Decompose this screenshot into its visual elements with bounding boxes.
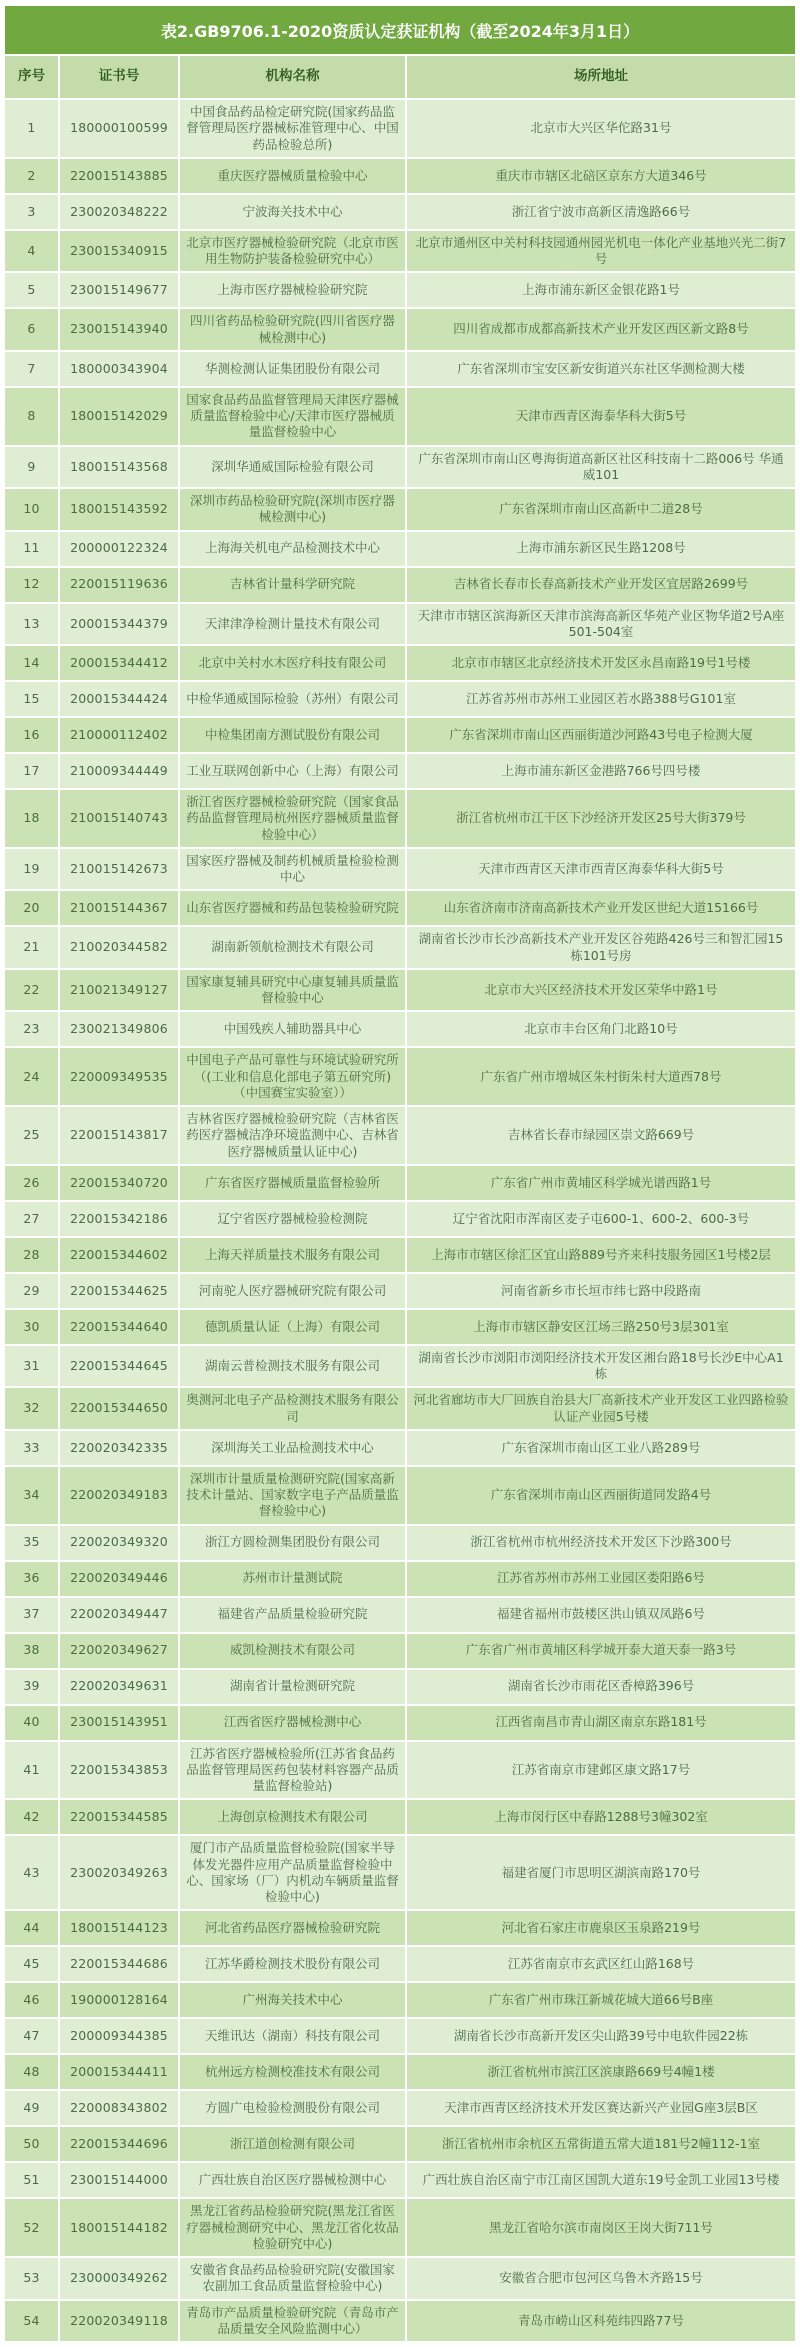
column-header-name: 机构名称 [180,56,405,98]
address-cell: 广东省深圳市南山区西丽街道同发路4号 [407,1467,795,1524]
row-index-cell: 19 [5,849,58,890]
certificate-number-cell: 220015344585 [60,1800,178,1834]
row-index-cell: 5 [5,273,58,307]
institution-name-cell: 北京市医疗器械检验研究院（北京市医用生物防护装备检验研究中心） [180,231,405,272]
certificate-number-cell: 220015343853 [60,1742,178,1799]
address-cell: 浙江省宁波市高新区清逸路66号 [407,195,795,229]
address-cell: 浙江省杭州市江干区下沙经济开发区25号大街379号 [407,790,795,847]
institution-name-cell: 宁波海关技术中心 [180,195,405,229]
table-body [5,100,795,2341]
table-row [5,2258,795,2299]
row-index-cell: 11 [5,532,58,566]
institution-name-cell: 浙江道创检测有限公司 [180,2127,405,2161]
certificate-number-cell: 220015119636 [60,568,178,602]
table-row [5,532,795,566]
address-cell: 北京市大兴区华佗路31号 [407,100,795,157]
row-index-cell: 25 [5,1107,58,1164]
address-cell: 广东省深圳市宝安区新安街道兴东社区华测检测大楼 [407,352,795,386]
institution-name-cell: 广西壮族自治区医疗器械检测中心 [180,2163,405,2197]
address-cell: 江苏省南京市建邺区康文路17号 [407,1742,795,1799]
institution-name-cell: 重庆医疗器械质量检验中心 [180,159,405,193]
row-index-cell: 50 [5,2127,58,2161]
institution-name-cell: 中检集团南方测试股份有限公司 [180,718,405,752]
table-row [5,195,795,229]
table-row [5,1431,795,1465]
institution-name-cell: 上海创京检测技术有限公司 [180,1800,405,1834]
row-index-cell: 54 [5,2301,58,2342]
address-cell: 湖南省长沙市长沙高新技术产业开发区谷苑路426号三和智汇园15栋101号房 [407,927,795,968]
institution-name-cell: 华测检测认证集团股份有限公司 [180,352,405,386]
table-row [5,646,795,680]
column-header-cert: 证书号 [60,56,178,98]
row-index-cell: 3 [5,195,58,229]
institution-name-cell: 吉林省医疗器械检验研究院（吉林省医药医疗器械洁净环境监测中心、吉林省医疗器械质量认证中心) [180,1107,405,1164]
table-row [5,1310,795,1344]
address-cell: 广西壮族自治区南宁市江南区国凯大道东19号金凯工业园13号楼 [407,2163,795,2197]
table-row [5,1947,795,1981]
address-cell: 福建省福州市鼓楼区洪山镇双凤路6号 [407,1598,795,1632]
certificate-number-cell: 220020349118 [60,2301,178,2342]
address-cell: 广东省深圳市南山区高新中二道28号 [407,489,795,530]
table-row [5,1562,795,1596]
certificate-number-cell: 230015149677 [60,273,178,307]
institution-name-cell: 国家康复辅具研究中心康复辅具质量监督检验中心 [180,970,405,1011]
address-cell: 上海市浦东新区金港路766号四号楼 [407,754,795,788]
table-row [5,1634,795,1668]
row-index-cell: 35 [5,1526,58,1560]
table-row [5,388,795,445]
table-row [5,489,795,530]
table-row [5,1836,795,1909]
institution-name-cell: 深圳市药品检验研究院(深圳市医疗器械检测中心) [180,489,405,530]
table-row [5,100,795,157]
institution-name-cell: 德凯质量认证（上海）有限公司 [180,1310,405,1344]
certificate-number-cell: 220015344686 [60,1947,178,1981]
row-index-cell: 1 [5,100,58,157]
address-cell: 吉林省长春市绿园区崇文路669号 [407,1107,795,1164]
table-row [5,1012,795,1046]
institution-name-cell: 河南驼人医疗器械研究院有限公司 [180,1274,405,1308]
certificate-number-cell: 220015344645 [60,1346,178,1387]
certificate-number-cell: 230015143940 [60,309,178,350]
institution-name-cell: 中国食品药品检定研究院(国家药品监督管理局医疗器械标准管理中心、中国药品检验总所) [180,100,405,157]
institution-name-cell: 青岛市产品质量检验研究院（青岛市产品质量安全风险监测中心） [180,2301,405,2342]
certificate-number-cell: 180000343904 [60,352,178,386]
certificate-number-cell: 190000128164 [60,1983,178,2017]
certificate-number-cell: 200009344385 [60,2019,178,2053]
certificate-number-cell: 220015344625 [60,1274,178,1308]
certificate-number-cell: 210000112402 [60,718,178,752]
address-cell: 重庆市市辖区北碚区京东方大道346号 [407,159,795,193]
address-cell: 山东省济南市济南高新技术产业开发区世纪大道15166号 [407,891,795,925]
table-row [5,1983,795,2017]
certificate-number-cell: 230020349263 [60,1836,178,1909]
address-cell: 四川省成都市成都高新技术产业开发区西区新文路8号 [407,309,795,350]
row-index-cell: 26 [5,1166,58,1200]
table-row [5,1388,795,1429]
table-title: 表2.GB9706.1-2020资质认定获证机构（截至2024年3月1日） [5,6,795,54]
institution-name-cell: 湖南省计量检测研究院 [180,1670,405,1704]
row-index-cell: 44 [5,1911,58,1945]
institution-name-cell: 深圳海关工业品检测技术中心 [180,1431,405,1465]
institution-name-cell: 中国残疾人辅助器具中心 [180,1012,405,1046]
institution-name-cell: 杭州远方检测校准技术有限公司 [180,2055,405,2089]
row-index-cell: 21 [5,927,58,968]
table-row [5,2127,795,2161]
row-index-cell: 43 [5,1836,58,1909]
address-cell: 青岛市崂山区科苑纬四路77号 [407,2301,795,2342]
institution-name-cell: 厦门市产品质量监督检验院(国家半导体发光器件应用产品质量监督检验中心、国家场（厂）内机动车辆质量监督检验中心) [180,1836,405,1909]
certificate-number-cell: 180015144123 [60,1911,178,1945]
address-cell: 河南省新乡市长垣市纬七路中段路南 [407,1274,795,1308]
institution-name-cell: 江西省医疗器械检测中心 [180,1706,405,1740]
address-cell: 广东省深圳市南山区粤海街道高新区社区科技南十二路006号 华通威101 [407,447,795,488]
certificate-number-cell: 220015344650 [60,1388,178,1429]
certificate-number-cell: 180000100599 [60,100,178,157]
certificate-number-cell: 210015144367 [60,891,178,925]
certificate-number-cell: 210009344449 [60,754,178,788]
certificate-number-cell: 230000349262 [60,2258,178,2299]
table-row [5,1670,795,1704]
address-cell: 天津市西青区海泰华科大街5号 [407,388,795,445]
table-row [5,2019,795,2053]
certificate-number-cell: 230020348222 [60,195,178,229]
institution-name-cell: 上海海关机电产品检测技术中心 [180,532,405,566]
certificate-number-cell: 220015344640 [60,1310,178,1344]
table-row [5,1238,795,1272]
institution-name-cell: 辽宁省医疗器械检验检测院 [180,1202,405,1236]
address-cell: 福建省厦门市思明区湖滨南路170号 [407,1836,795,1909]
column-header-address: 场所地址 [407,56,795,98]
institution-name-cell: 湖南新领航检测技术有限公司 [180,927,405,968]
certificate-number-cell: 180015144182 [60,2199,178,2256]
table-row [5,604,795,645]
certificate-number-cell: 210020344582 [60,927,178,968]
row-index-cell: 52 [5,2199,58,2256]
institution-name-cell: 威凯检测技术有限公司 [180,1634,405,1668]
row-index-cell: 16 [5,718,58,752]
address-cell: 天津市市辖区滨海新区天津市滨海高新区华苑产业区物华道2号A座501-504室 [407,604,795,645]
table-row [5,2055,795,2089]
row-index-cell: 2 [5,159,58,193]
column-header-index: 序号 [5,56,58,98]
table-row [5,2091,795,2125]
row-index-cell: 32 [5,1388,58,1429]
institution-name-cell: 天津津净检测计量技术有限公司 [180,604,405,645]
institution-name-cell: 山东省医疗器械和药品包装检验研究院 [180,891,405,925]
row-index-cell: 33 [5,1431,58,1465]
row-index-cell: 14 [5,646,58,680]
address-cell: 上海市市辖区徐汇区宜山路889号齐来科技服务园区1号楼2层 [407,1238,795,1272]
table-row [5,352,795,386]
certificate-number-cell: 220020349183 [60,1467,178,1524]
address-cell: 天津市西青区经济技术开发区赛达新兴产业园G座3层B区 [407,2091,795,2125]
address-cell: 浙江省杭州市滨江区滨康路669号4幢1楼 [407,2055,795,2089]
certificate-number-cell: 180015142029 [60,388,178,445]
row-index-cell: 34 [5,1467,58,1524]
certificate-number-cell: 220020349627 [60,1634,178,1668]
row-index-cell: 20 [5,891,58,925]
address-cell: 广东省广州市增城区朱村街朱村大道西78号 [407,1048,795,1105]
address-cell: 湖南省长沙市高新开发区尖山路39号中电软件园22栋 [407,2019,795,2053]
address-cell: 北京市市辖区北京经济技术开发区永昌南路19号1号楼 [407,646,795,680]
certificate-number-cell: 200015344412 [60,646,178,680]
row-index-cell: 22 [5,970,58,1011]
institution-name-cell: 上海天祥质量技术服务有限公司 [180,1238,405,1272]
address-cell: 湖南省长沙市浏阳市浏阳经济技术开发区湘台路18号长沙E中心A1栋 [407,1346,795,1387]
row-index-cell: 29 [5,1274,58,1308]
table-row [5,1706,795,1740]
certificate-number-cell: 220015342186 [60,1202,178,1236]
table-row [5,754,795,788]
address-cell: 上海市闵行区中春路1288号3幢302室 [407,1800,795,1834]
institution-name-cell: 广州海关技术中心 [180,1983,405,2017]
table-row [5,790,795,847]
certificate-number-cell: 220020349447 [60,1598,178,1632]
table-row [5,849,795,890]
address-cell: 北京市大兴区经济技术开发区荣华中路1号 [407,970,795,1011]
address-cell: 吉林省长春市长春高新技术产业开发区宜居路2699号 [407,568,795,602]
certificate-number-cell: 180015143592 [60,489,178,530]
row-index-cell: 48 [5,2055,58,2089]
certificate-number-cell: 220015143885 [60,159,178,193]
table-row [5,682,795,716]
table-row [5,1107,795,1164]
institution-name-cell: 广东省医疗器械质量监督检验所 [180,1166,405,1200]
institution-name-cell: 工业互联网创新中心（上海）有限公司 [180,754,405,788]
table-row [5,970,795,1011]
institution-name-cell: 方圆广电检验检测股份有限公司 [180,2091,405,2125]
row-index-cell: 10 [5,489,58,530]
row-index-cell: 23 [5,1012,58,1046]
row-index-cell: 30 [5,1310,58,1344]
address-cell: 江苏省南京市玄武区红山路168号 [407,1947,795,1981]
row-index-cell: 24 [5,1048,58,1105]
row-index-cell: 8 [5,388,58,445]
address-cell: 广东省广州市珠江新城花城大道66号B座 [407,1983,795,2017]
row-index-cell: 39 [5,1670,58,1704]
address-cell: 安徽省合肥市包河区乌鲁木齐路15号 [407,2258,795,2299]
certificate-number-cell: 220015344602 [60,1238,178,1272]
row-index-cell: 37 [5,1598,58,1632]
certificate-number-cell: 220015344696 [60,2127,178,2161]
certificate-number-cell: 210015140743 [60,790,178,847]
address-cell: 广东省广州市黄埔区科学城开泰大道天泰一路3号 [407,1634,795,1668]
address-cell: 江苏省苏州市苏州工业园区娄阳路6号 [407,1562,795,1596]
row-index-cell: 15 [5,682,58,716]
table-row [5,568,795,602]
institution-name-cell: 四川省药品检验研究院(四川省医疗器械检测中心) [180,309,405,350]
institution-name-cell: 河北省药品医疗器械检验研究院 [180,1911,405,1945]
certificate-number-cell: 200015344379 [60,604,178,645]
certificate-number-cell: 200015344424 [60,682,178,716]
institution-name-cell: 中检华通威国际检验（苏州）有限公司 [180,682,405,716]
table-row [5,2163,795,2197]
table-row [5,1467,795,1524]
certificate-number-cell: 200015344411 [60,2055,178,2089]
row-index-cell: 51 [5,2163,58,2197]
address-cell: 河北省廊坊市大厂回族自治县大厂高新技术产业开发区工业四路检验认证产业园5号楼 [407,1388,795,1429]
institution-name-cell: 安徽省食品药品检验研究院(安徽国家农副加工食品质量监督检验中心) [180,2258,405,2299]
certificate-number-cell: 200000122324 [60,532,178,566]
address-cell: 河北省石家庄市鹿泉区玉泉路219号 [407,1911,795,1945]
table-row [5,718,795,752]
certificate-number-cell: 210015142673 [60,849,178,890]
certification-table [5,6,795,2341]
address-cell: 北京市通州区中关村科技园通州园光机电一体化产业基地兴光二街7号 [407,231,795,272]
row-index-cell: 13 [5,604,58,645]
table-row [5,1166,795,1200]
certificate-number-cell: 220015340720 [60,1166,178,1200]
institution-name-cell: 浙江省医疗器械检验研究院（国家食品药品监督管理局杭州医疗器械质量监督检验中心） [180,790,405,847]
row-index-cell: 9 [5,447,58,488]
certificate-number-cell: 220008343802 [60,2091,178,2125]
table-row [5,447,795,488]
row-index-cell: 7 [5,352,58,386]
certificate-number-cell: 210021349127 [60,970,178,1011]
institution-name-cell: 福建省产品质量检验研究院 [180,1598,405,1632]
row-index-cell: 45 [5,1947,58,1981]
address-cell: 上海市浦东新区民生路1208号 [407,532,795,566]
table-row [5,1048,795,1105]
institution-name-cell: 上海市医疗器械检验研究院 [180,273,405,307]
row-index-cell: 27 [5,1202,58,1236]
institution-name-cell: 苏州市计量测试院 [180,1562,405,1596]
row-index-cell: 36 [5,1562,58,1596]
address-cell: 北京市丰台区角门北路10号 [407,1012,795,1046]
address-cell: 黑龙江省哈尔滨市南岗区王岗大街711号 [407,2199,795,2256]
row-index-cell: 6 [5,309,58,350]
address-cell: 江西省南昌市青山湖区南京东路181号 [407,1706,795,1740]
institution-name-cell: 吉林省计量科学研究院 [180,568,405,602]
table-row [5,927,795,968]
address-cell: 广东省深圳市南山区西丽街道沙河路43号电子检测大厦 [407,718,795,752]
certificate-number-cell: 230015340915 [60,231,178,272]
table-row [5,1526,795,1560]
row-index-cell: 38 [5,1634,58,1668]
institution-name-cell: 中国电子产品可靠性与环境试验研究所（(工业和信息化部电子第五研究所)（中国赛宝实验室）） [180,1048,405,1105]
table-row [5,1202,795,1236]
address-cell: 浙江省杭州市杭州经济技术开发区下沙路300号 [407,1526,795,1560]
address-cell: 广东省深圳市南山区工业八路289号 [407,1431,795,1465]
row-index-cell: 40 [5,1706,58,1740]
certificate-number-cell: 220020342335 [60,1431,178,1465]
table-row [5,273,795,307]
institution-name-cell: 浙江方圆检测集团股份有限公司 [180,1526,405,1560]
certificate-number-cell: 180015143568 [60,447,178,488]
certificate-number-cell: 220020349631 [60,1670,178,1704]
row-index-cell: 17 [5,754,58,788]
table-row [5,231,795,272]
certificate-number-cell: 230015143951 [60,1706,178,1740]
certificate-number-cell: 230015144000 [60,2163,178,2197]
certificate-number-cell: 220009349535 [60,1048,178,1105]
address-cell: 上海市浦东新区金银花路1号 [407,273,795,307]
address-cell: 上海市市辖区静安区江场三路250号3层301室 [407,1310,795,1344]
table-row [5,1800,795,1834]
table-row [5,1911,795,1945]
table-row [5,1274,795,1308]
address-cell: 辽宁省沈阳市浑南区麦子屯600-1、600-2、600-3号 [407,1202,795,1236]
table-row [5,891,795,925]
row-index-cell: 42 [5,1800,58,1834]
table-row [5,2301,795,2342]
row-index-cell: 4 [5,231,58,272]
institution-name-cell: 北京中关村水木医疗科技有限公司 [180,646,405,680]
table-row [5,1598,795,1632]
address-cell: 江苏省苏州市苏州工业园区若水路388号G101室 [407,682,795,716]
row-index-cell: 18 [5,790,58,847]
institution-name-cell: 天维讯达（湖南）科技有限公司 [180,2019,405,2053]
row-index-cell: 31 [5,1346,58,1387]
address-cell: 浙江省杭州市余杭区五常街道五常大道181号2幢112-1室 [407,2127,795,2161]
institution-name-cell: 国家食品药品监督管理局天津医疗器械质量监督检验中心/天津市医疗器械质量监督检验中心 [180,388,405,445]
table-row [5,1742,795,1799]
institution-name-cell: 黑龙江省药品检验研究院(黑龙江省医疗器械检测研究中心、黑龙江省化妆品检验研究中心) [180,2199,405,2256]
certificate-number-cell: 230021349806 [60,1012,178,1046]
row-index-cell: 47 [5,2019,58,2053]
row-index-cell: 12 [5,568,58,602]
row-index-cell: 28 [5,1238,58,1272]
address-cell: 湖南省长沙市雨花区香樟路396号 [407,1670,795,1704]
row-index-cell: 46 [5,1983,58,2017]
row-index-cell: 49 [5,2091,58,2125]
institution-name-cell: 湖南云普检测技术服务有限公司 [180,1346,405,1387]
table-header-row [5,56,795,98]
certificate-number-cell: 220015143817 [60,1107,178,1164]
table-row [5,2199,795,2256]
row-index-cell: 53 [5,2258,58,2299]
table-row [5,159,795,193]
institution-name-cell: 江苏省医疗器械检验所(江苏省食品药品监督管理局医药包装材料容器产品质量监督检验站) [180,1742,405,1799]
institution-name-cell: 国家医疗器械及制药机械质量检验检测中心 [180,849,405,890]
institution-name-cell: 江苏华爵检测技术股份有限公司 [180,1947,405,1981]
row-index-cell: 41 [5,1742,58,1799]
table-row [5,1346,795,1387]
institution-name-cell: 深圳市计量质量检测研究院(国家高新技术计量站、国家数字电子产品质量监督检验中心) [180,1467,405,1524]
address-cell: 广东省广州市黄埔区科学城光谱西路1号 [407,1166,795,1200]
institution-name-cell: 深圳华通威国际检验有限公司 [180,447,405,488]
certificate-number-cell: 220020349320 [60,1526,178,1560]
table-row [5,309,795,350]
address-cell: 天津市西青区天津市西青区海泰华科大街5号 [407,849,795,890]
institution-name-cell: 奥测河北电子产品检测技术服务有限公司 [180,1388,405,1429]
certificate-number-cell: 220020349446 [60,1562,178,1596]
